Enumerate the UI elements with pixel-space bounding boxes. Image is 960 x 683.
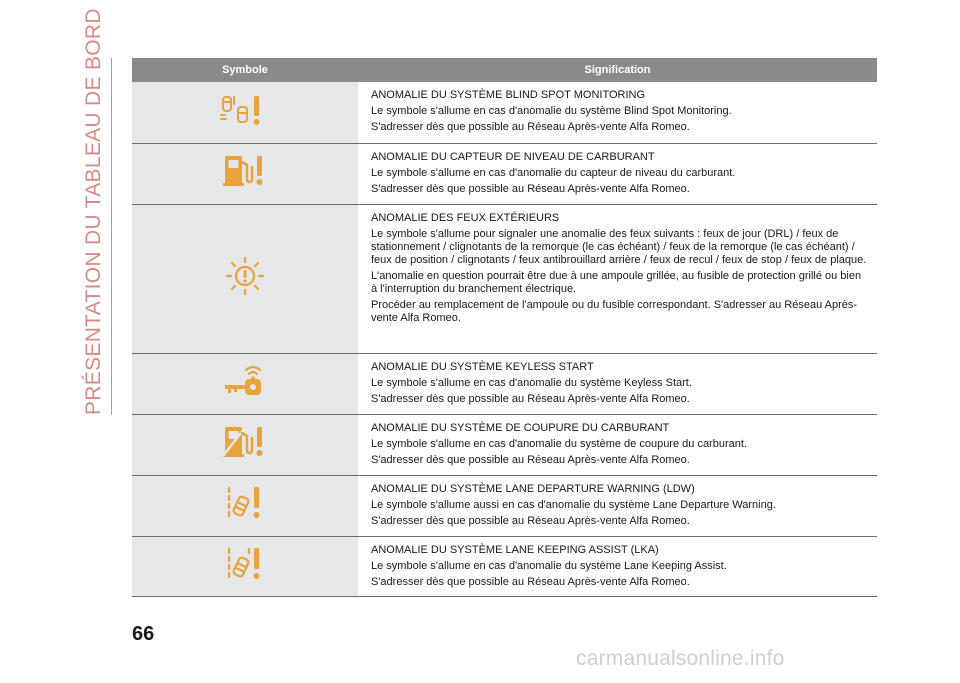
row-text: Le symbole s'allume en cas d'anomalie du système Lane Keeping Assist. <box>371 559 727 572</box>
row-title: ANOMALIE DU SYSTÈME KEYLESS START <box>371 360 594 373</box>
symbol-cell <box>132 414 358 475</box>
table-row <box>132 82 877 143</box>
meaning-cell <box>358 143 877 204</box>
meaning-cell <box>358 82 877 143</box>
table-row <box>132 143 877 204</box>
row-text: Le symbole s'allume en cas d'anomalie du système de coupure du carburant. <box>371 437 747 450</box>
header-meaning: Signification <box>358 58 877 82</box>
row-title: ANOMALIE DES FEUX EXTÉRIEURS <box>371 211 560 224</box>
meaning-cell <box>358 414 877 475</box>
row-text: Le symbole s'allume en cas d'anomalie du capteur de niveau du carburant. <box>371 166 736 179</box>
keyless-start-failure-icon <box>223 364 267 403</box>
meaning-cell <box>358 475 877 536</box>
row-title: ANOMALIE DU CAPTEUR DE NIVEAU DE CARBURANT <box>371 150 655 163</box>
row-text: S'adresser dès que possible au Réseau Après-vente Alfa Romeo. <box>371 392 690 405</box>
table-row <box>132 414 877 475</box>
table-header-row <box>132 58 877 82</box>
symbol-cell <box>132 353 358 414</box>
row-title: ANOMALIE DU SYSTÈME LANE KEEPING ASSIST (LKA) <box>371 543 659 556</box>
table-row <box>132 204 877 353</box>
watermark-text: carmanualsonline.info <box>576 647 785 670</box>
table-row <box>132 353 877 414</box>
row-text: Le symbole s'allume pour signaler une anomalie des feux suivants : feux de jour (DRL) / feux de stationnement / clignotants de la remorque (le cas échéant) / feux de la remorque (le cas échéant) / feux de position / clignotants / feux antibrouillard arrière / feux de recul / feux de stop / feux de plaque. <box>371 227 867 266</box>
fuel-level-sensor-failure-icon <box>222 153 268 194</box>
row-text: S'adresser dès que possible au Réseau Après-vente Alfa Romeo. <box>371 575 690 588</box>
symbol-cell <box>132 204 358 353</box>
table-row <box>132 536 877 596</box>
row-title: ANOMALIE DU SYSTÈME DE COUPURE DU CARBURANT <box>371 421 670 434</box>
row-text: Le symbole s'allume en cas d'anomalie du système Blind Spot Monitoring. <box>371 105 732 117</box>
lane-keeping-assist-failure-icon <box>225 545 265 588</box>
symbol-cell <box>132 475 358 536</box>
row-text: S'adresser dès que possible au Réseau Après-vente Alfa Romeo. <box>371 182 690 195</box>
row-text: Le symbole s'allume en cas d'anomalie du système Keyless Start. <box>371 376 692 389</box>
meaning-cell <box>358 353 877 414</box>
table-row <box>132 475 877 536</box>
exterior-lights-failure-icon <box>225 256 265 301</box>
row-text: L'anomalie en question pourrait être due à une ampoule grillée, au fusible de protection grillé ou bien à l'interruption du branchement électrique. <box>371 269 862 295</box>
row-title: ANOMALIE DU SYSTÈME LANE DEPARTURE WARNING (LDW) <box>371 482 695 495</box>
row-text: Le symbole s'allume aussi en cas d'anomalie du système Lane Departure Warning. <box>371 498 776 511</box>
meaning-cell <box>358 204 877 353</box>
warning-lights-table <box>132 58 877 597</box>
symbol-cell <box>132 82 358 143</box>
symbol-cell <box>132 143 358 204</box>
side-divider <box>111 58 112 415</box>
row-text: Procéder au remplacement de l'ampoule ou du fusible correspondant. S'adresser au Réseau Après-vente Alfa Romeo. <box>371 298 858 324</box>
header-symbol: Symbole <box>132 58 358 82</box>
row-text: S'adresser dès que possible au Réseau Après-vente Alfa Romeo. <box>371 121 690 133</box>
symbol-cell <box>132 536 358 596</box>
meaning-cell <box>358 536 877 596</box>
row-text: S'adresser dès que possible au Réseau Après-vente Alfa Romeo. <box>371 514 690 527</box>
page-number: 66 <box>132 623 155 645</box>
section-side-title-text: PRÉSENTATION DU TABLEAU DE BORD <box>82 8 105 415</box>
fuel-cutoff-failure-icon <box>222 423 268 466</box>
blind-spot-failure-icon <box>219 93 271 132</box>
lane-departure-warning-failure-icon <box>225 484 265 527</box>
row-title: ANOMALIE DU SYSTÈME BLIND SPOT MONITORING <box>371 89 646 101</box>
row-text: S'adresser dès que possible au Réseau Après-vente Alfa Romeo. <box>371 453 690 466</box>
